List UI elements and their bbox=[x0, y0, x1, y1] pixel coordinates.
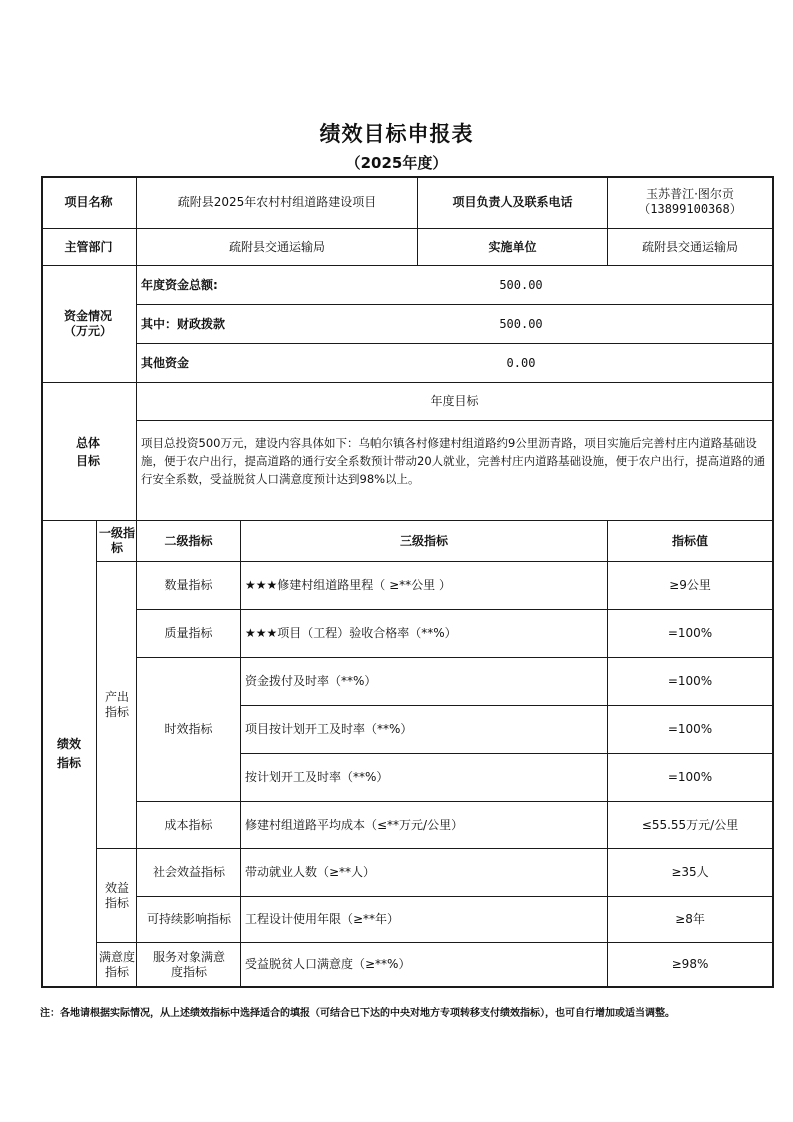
funds-fiscal-value: 500.00 bbox=[499, 316, 543, 331]
group-benefit: 效益指标 bbox=[104, 880, 129, 910]
contact-name: 玉苏普江·图尔贡 bbox=[646, 187, 734, 201]
l3-pass-rate: ★★★项目（工程）验收合格率（**%） bbox=[245, 626, 457, 640]
l3-road-length: ★★★修建村组道路里程（ ≥**公里 ） bbox=[245, 578, 451, 592]
value-road-length: ≥9公里 bbox=[669, 578, 711, 592]
l2-quantity: 数量指标 bbox=[164, 578, 213, 592]
l3-start-timeliness: 按计划开工及时率（**%） bbox=[245, 770, 389, 784]
col-value: 指标值 bbox=[671, 533, 708, 548]
group-satisfaction: 满意度指标 bbox=[99, 949, 136, 979]
project-name-label: 项目名称 bbox=[64, 194, 113, 209]
l2-satisfaction: 服务对象满意度指标 bbox=[152, 949, 225, 979]
l2-sustainable: 可持续影响指标 bbox=[146, 912, 231, 926]
col-level1: 一级指标 bbox=[99, 526, 136, 555]
impl-value: 疏附县交通运输局 bbox=[641, 239, 738, 254]
goal-text: 项目总投资500万元，建设内容具体如下：乌帕尔镇各村修建村组道路约9公里沥青路，项目实施后完善村庄内道路基础设施，便于农户出行，提高道路的通行安全系数预计带动20人就业，完善村庄内道路基础设施，便于农户出行，提高道路的通行安全系数，受益脱贫人口满意度预计达到98%以上。 bbox=[141, 436, 766, 486]
funds-fiscal-label: 其中：财政拨款 bbox=[141, 316, 226, 331]
funds-other-value: 0.00 bbox=[506, 355, 536, 370]
col-level3: 三级指标 bbox=[399, 533, 448, 548]
l3-satisfaction: 受益脱贫人口满意度（≥**%） bbox=[245, 957, 411, 971]
l2-timeliness: 时效指标 bbox=[164, 722, 213, 736]
form-year: （2025年度） bbox=[345, 154, 448, 172]
value-start-timeliness: =100% bbox=[667, 770, 713, 784]
l2-quality: 质量指标 bbox=[164, 626, 213, 640]
project-name: 疏附县2025年农村村组道路建设项目 bbox=[177, 194, 377, 209]
l3-average-cost: 修建村组道路平均成本（≤**万元/公里） bbox=[245, 817, 464, 832]
performance-table bbox=[41, 176, 774, 988]
l2-cost: 成本指标 bbox=[164, 817, 213, 832]
contact-cell bbox=[608, 176, 772, 228]
funds-total-label: 年度资金总额: bbox=[141, 277, 218, 292]
impl-label: 实施单位 bbox=[488, 239, 537, 254]
value-project-start-timeliness: =100% bbox=[667, 722, 713, 736]
indicators-section-label: 绩效指标 bbox=[56, 737, 81, 770]
funds-label: 资金情况（万元） bbox=[63, 309, 112, 338]
l3-employment: 带动就业人数（≥**人） bbox=[245, 865, 376, 879]
value-funds-timeliness: =100% bbox=[667, 674, 713, 688]
goal-header: 年度目标 bbox=[430, 394, 479, 408]
funds-total-value: 500.00 bbox=[499, 277, 543, 292]
footnote: 注：各地请根据实际情况，从上述绩效指标中选择适合的填报（可结合已下达的中央对地方专项转移支付绩效指标），也可自行增加或适当调整。 bbox=[40, 1008, 675, 1019]
dept-label: 主管部门 bbox=[64, 239, 113, 254]
l3-design-life: 工程设计使用年限（≥**年） bbox=[245, 912, 400, 926]
l3-funds-timeliness: 资金拨付及时率（**%） bbox=[245, 674, 377, 688]
value-satisfaction: ≥98% bbox=[671, 957, 709, 971]
l3-project-start-timeliness: 项目按计划开工及时率（**%） bbox=[245, 722, 413, 736]
contact-label: 项目负责人及联系电话 bbox=[452, 194, 573, 209]
value-pass-rate: =100% bbox=[667, 626, 713, 640]
value-average-cost: ≤55.55万元/公里 bbox=[641, 817, 739, 832]
dept-value: 疏附县交通运输局 bbox=[228, 239, 325, 254]
value-design-life: ≥8年 bbox=[675, 912, 705, 926]
funds-other-label: 其他资金 bbox=[141, 355, 190, 370]
value-employment: ≥35人 bbox=[671, 865, 709, 879]
group-output: 产出指标 bbox=[104, 690, 129, 719]
goal-label: 总体目标 bbox=[75, 435, 100, 468]
contact-phone: （13899100368） bbox=[638, 202, 742, 216]
form-title: 绩效目标申报表 bbox=[319, 122, 474, 146]
col-level2: 二级指标 bbox=[164, 533, 213, 548]
l2-social-benefit: 社会效益指标 bbox=[152, 865, 225, 879]
